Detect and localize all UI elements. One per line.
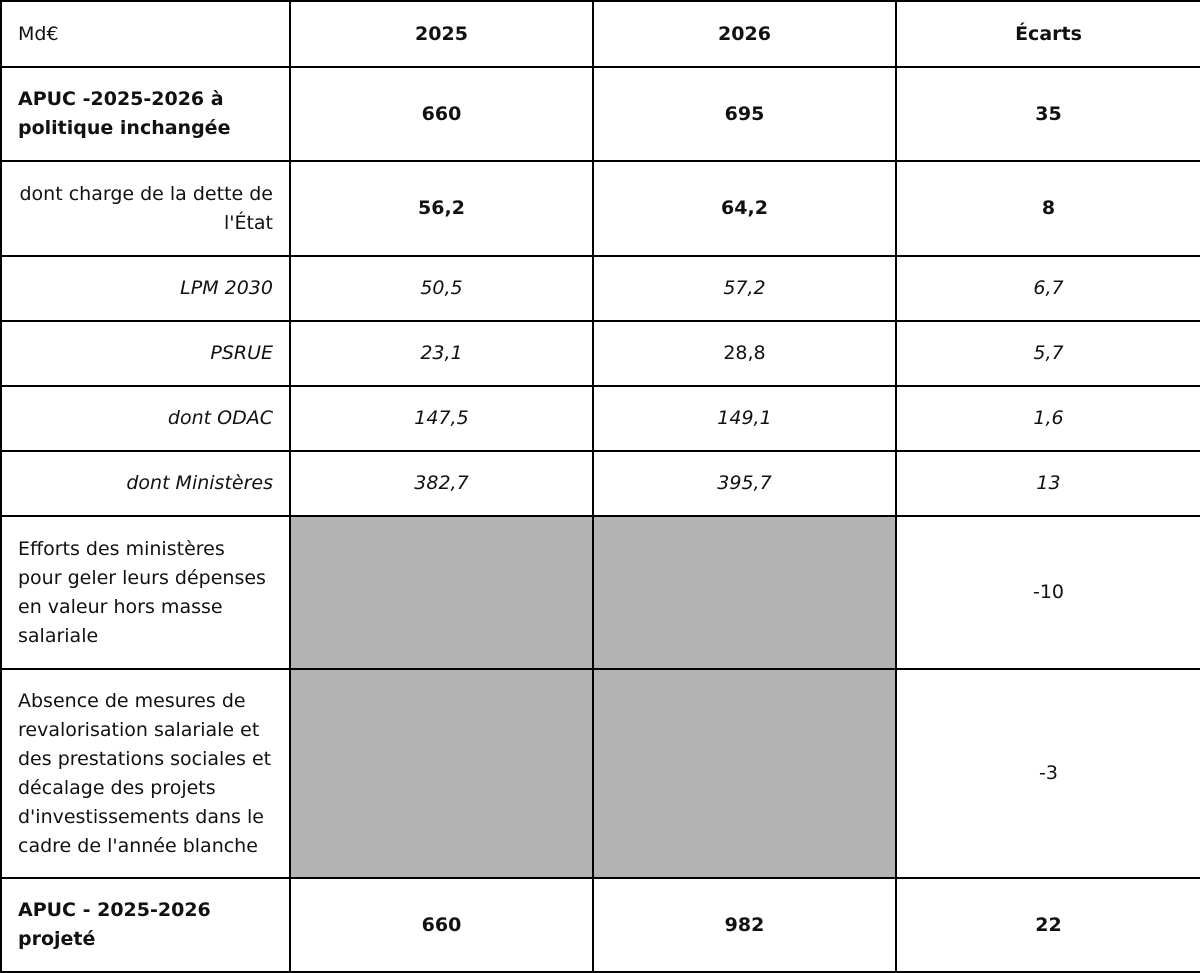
table-row xyxy=(1,321,1200,386)
row-value-ecart: 5,7 xyxy=(896,321,1200,386)
row-value-2025: 660 xyxy=(290,67,593,161)
row-value-2026: 982 xyxy=(593,878,896,972)
row-value-2026: 57,2 xyxy=(593,256,896,321)
shaded-empty-cell xyxy=(593,669,896,878)
row-value-2026: 64,2 xyxy=(593,161,896,256)
row-value-2025: 660 xyxy=(290,878,593,972)
header-unit-cell: Md€ xyxy=(1,1,290,67)
table-row xyxy=(1,161,1200,256)
table-row xyxy=(1,669,1200,878)
table-row xyxy=(1,386,1200,451)
header-ecarts-cell: Écarts xyxy=(896,1,1200,67)
row-value-2025: 23,1 xyxy=(290,321,593,386)
row-value-ecart: 1,6 xyxy=(896,386,1200,451)
row-label: PSRUE xyxy=(1,321,290,386)
row-label: dont Ministères xyxy=(1,451,290,516)
row-label: dont charge de la dette de l'État xyxy=(1,161,290,256)
row-label: Efforts des ministères pour geler leurs dépenses en valeur hors masse salariale xyxy=(1,516,290,669)
row-value-ecart: 13 xyxy=(896,451,1200,516)
table-row xyxy=(1,516,1200,669)
row-label: APUC - 2025-2026 projeté xyxy=(1,878,290,972)
row-value-2026: 149,1 xyxy=(593,386,896,451)
row-value-ecart: 35 xyxy=(896,67,1200,161)
row-value-2026: 695 xyxy=(593,67,896,161)
header-2025-cell: 2025 xyxy=(290,1,593,67)
row-value-2025: 382,7 xyxy=(290,451,593,516)
row-value-2025: 56,2 xyxy=(290,161,593,256)
row-value-ecart: 22 xyxy=(896,878,1200,972)
row-value-ecart: 8 xyxy=(896,161,1200,256)
header-2026-cell: 2026 xyxy=(593,1,896,67)
row-value-ecart: -3 xyxy=(896,669,1200,878)
header-row xyxy=(1,1,1200,67)
row-value-ecart: 6,7 xyxy=(896,256,1200,321)
row-label: LPM 2030 xyxy=(1,256,290,321)
shaded-empty-cell xyxy=(593,516,896,669)
row-label: Absence de mesures de revalorisation salariale et des prestations sociales et décalage des projets d'investissements dans le cadre de l'année blanche xyxy=(1,669,290,878)
row-value-ecart: -10 xyxy=(896,516,1200,669)
shaded-empty-cell xyxy=(290,516,593,669)
row-value-2025: 50,5 xyxy=(290,256,593,321)
shaded-empty-cell xyxy=(290,669,593,878)
row-label: dont ODAC xyxy=(1,386,290,451)
row-label: APUC -2025-2026 à politique inchangée xyxy=(1,67,290,161)
row-value-2025: 147,5 xyxy=(290,386,593,451)
row-value-2026: 395,7 xyxy=(593,451,896,516)
table-row xyxy=(1,256,1200,321)
total-row xyxy=(1,878,1200,972)
table-row xyxy=(1,451,1200,516)
row-value-2026: 28,8 xyxy=(593,321,896,386)
table-row xyxy=(1,67,1200,161)
